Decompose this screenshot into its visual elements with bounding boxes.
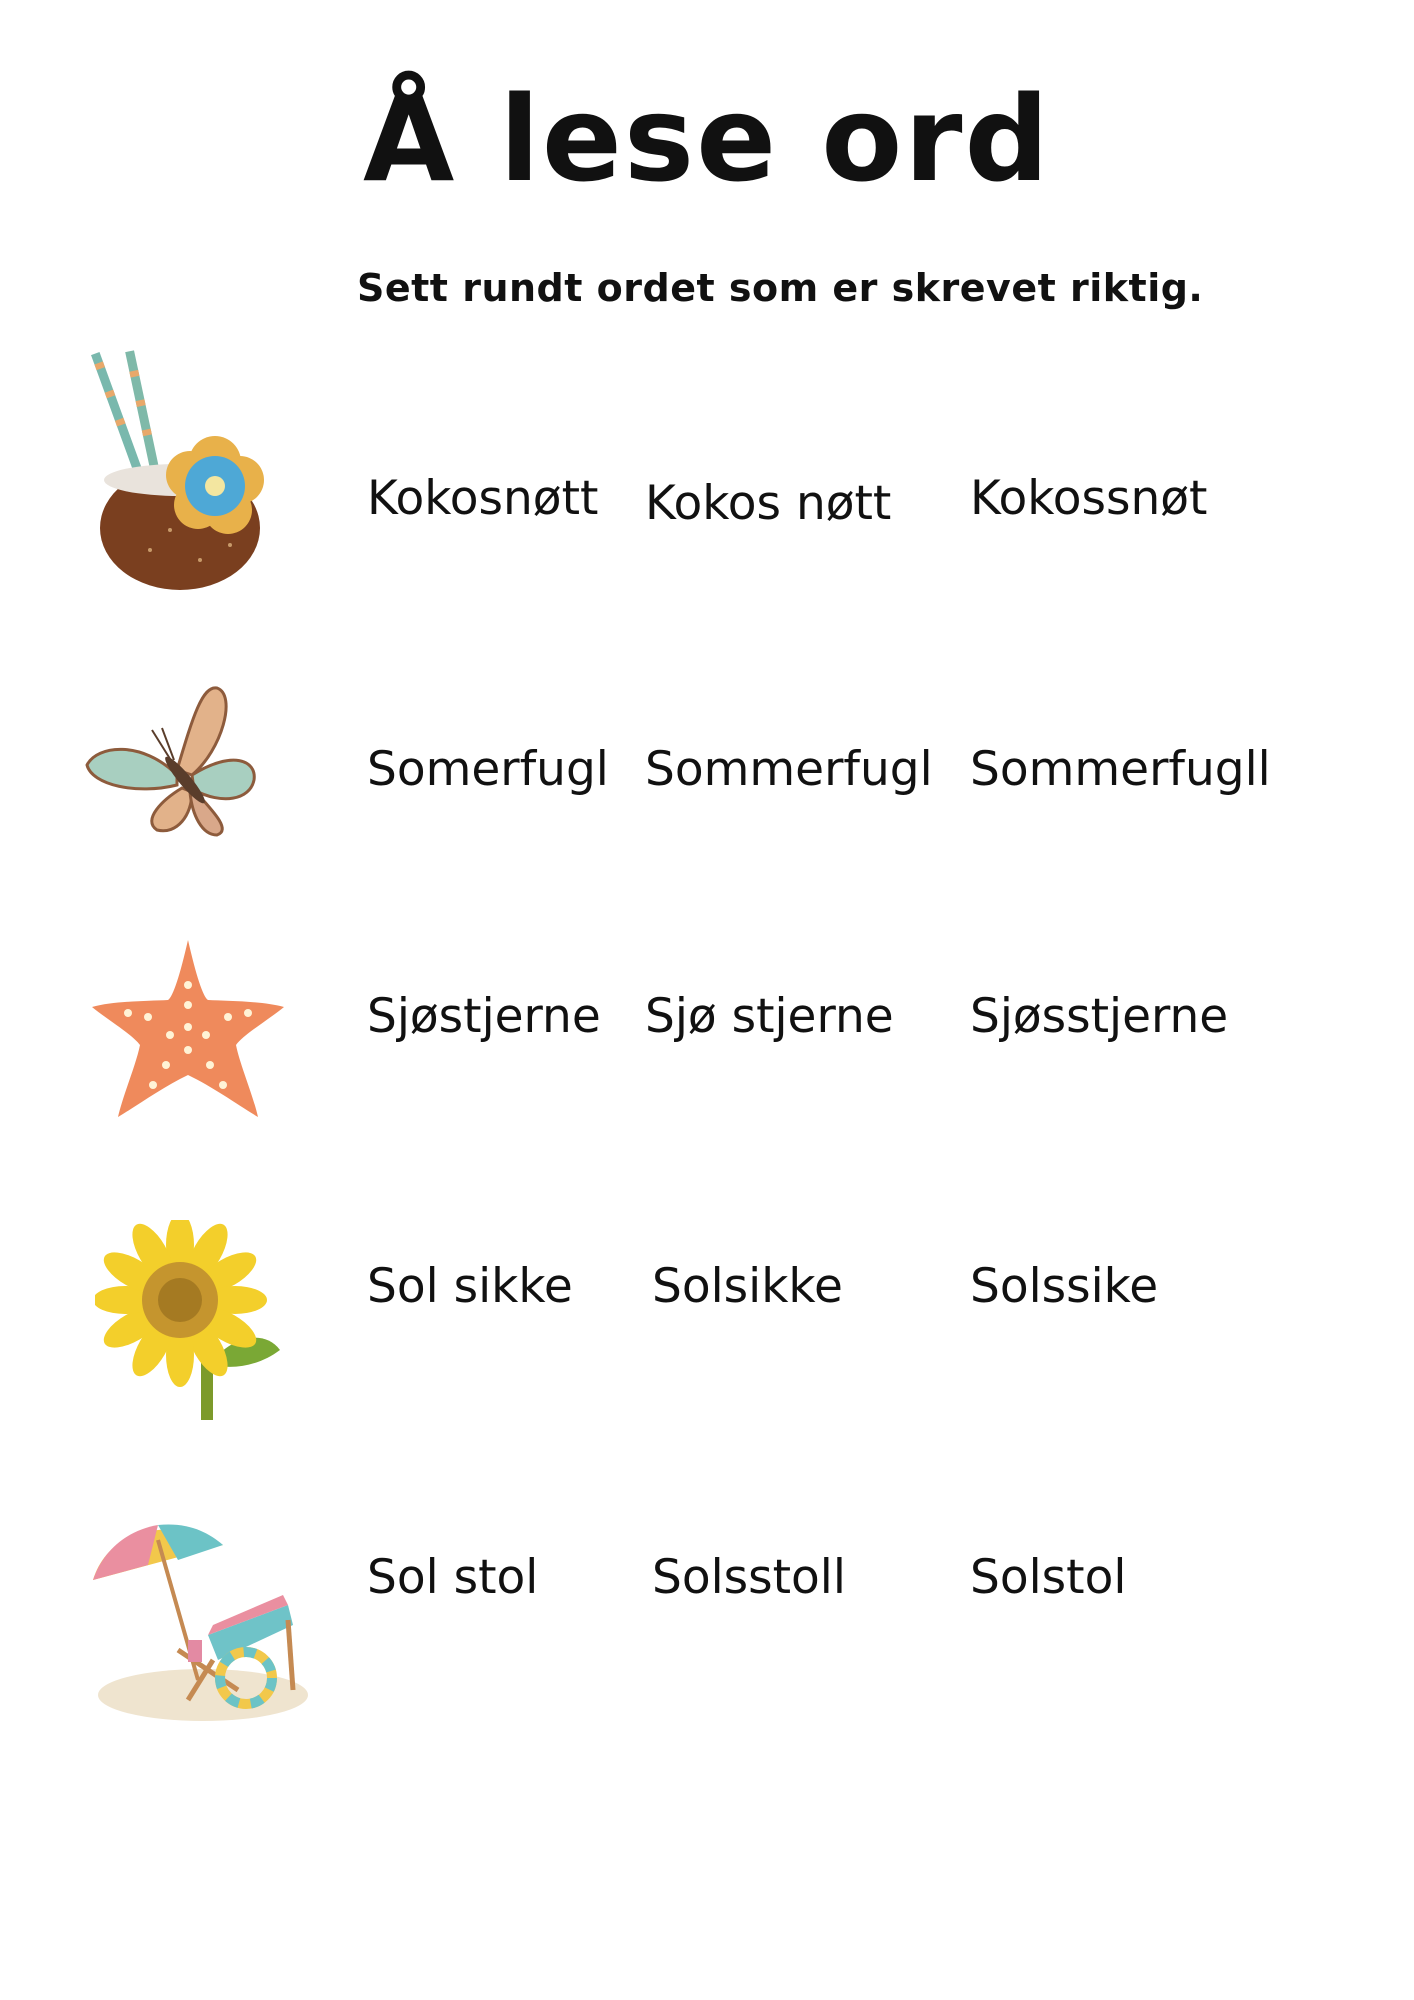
beach-chair-umbrella-icon (88, 1510, 318, 1725)
word-option-2-2[interactable]: Sommerfugl (645, 742, 933, 797)
word-option-4-2[interactable]: Solsikke (652, 1259, 843, 1314)
word-row-5 (0, 1510, 1414, 1750)
page-title: Å lese ord (363, 70, 1051, 208)
word-option-4-1[interactable]: Sol sikke (367, 1259, 573, 1314)
word-option-3-2[interactable]: Sjø stjerne (645, 989, 894, 1044)
coconut-drink-icon (90, 350, 270, 590)
word-option-2-1[interactable]: Somerfugl (367, 742, 609, 797)
word-option-4-3[interactable]: Solssike (970, 1259, 1159, 1314)
word-option-2-3[interactable]: Sommerfugll (970, 742, 1271, 797)
word-option-5-3[interactable]: Solstol (970, 1550, 1127, 1605)
word-option-1-1[interactable]: Kokosnøtt (367, 471, 599, 526)
sunflower-icon (95, 1220, 285, 1425)
butterfly-icon (82, 680, 267, 840)
word-option-5-1[interactable]: Sol stol (367, 1550, 539, 1605)
word-row-4 (0, 1220, 1414, 1460)
word-row-3 (0, 935, 1414, 1175)
instruction-text: Sett rundt ordet som er skrevet riktig. (357, 266, 1204, 310)
word-option-1-2[interactable]: Kokos nøtt (645, 476, 892, 531)
starfish-icon (88, 935, 288, 1125)
word-option-1-3[interactable]: Kokossnøt (970, 471, 1208, 526)
word-row-2 (0, 680, 1414, 920)
word-option-3-3[interactable]: Sjøsstjerne (970, 989, 1229, 1044)
word-option-3-1[interactable]: Sjøstjerne (367, 989, 601, 1044)
word-row-1 (0, 350, 1414, 590)
word-option-5-2[interactable]: Solsstoll (652, 1550, 846, 1605)
